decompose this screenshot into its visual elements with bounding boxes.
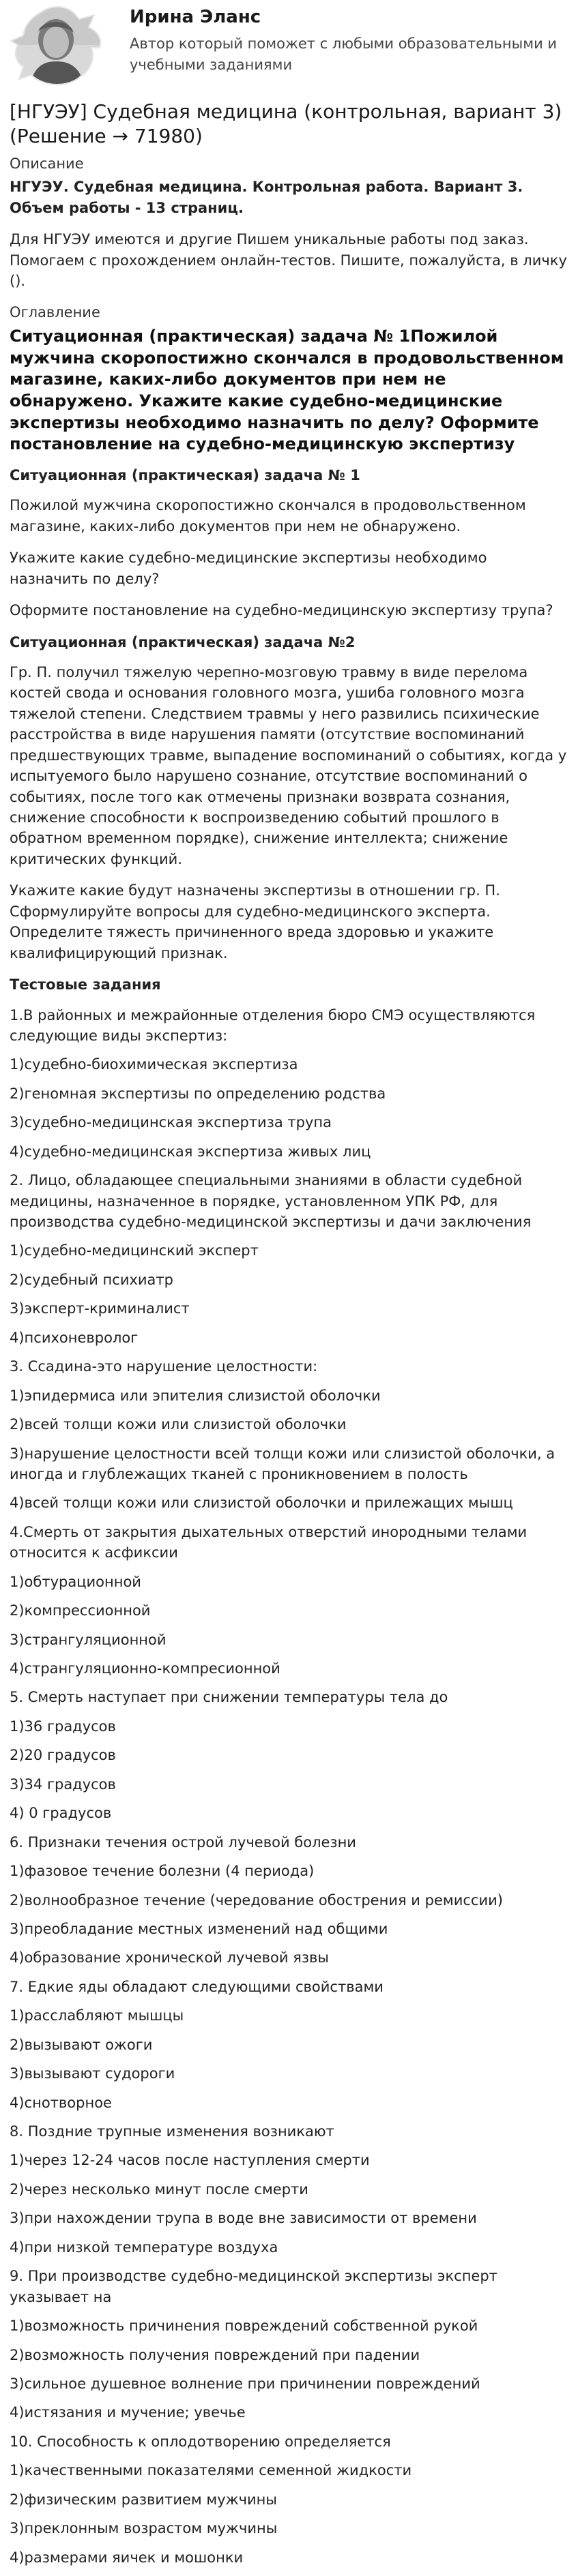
author-name[interactable]: Ирина Эланс [130,7,261,27]
test-option: 4)психоневролог [10,1329,139,1346]
test-option: 3)эксперт-криминалист [10,1300,190,1317]
test-option: 3)при нахождении трупа в воде вне зависимости от времени [10,2210,477,2227]
avatar[interactable] [10,4,105,87]
test-question: 1.В районных и межрайонные отделения бюро СМЭ осуществляются следующие виды экспертиз: [10,1006,536,1044]
description-label: Описание [10,155,84,172]
author-block [10,0,568,94]
test-option: 2)физическим развитием мужчины [10,2491,277,2508]
test-option: 1)обтурационной [10,1573,141,1590]
author-info [130,4,568,75]
test-question: 7. Едкие яды обладают следующими свойствами [10,1978,384,1995]
test-option: 2)через несколько минут после смерти [10,2181,308,2198]
page-title: [НГУЭУ] Судебная медицина (контрольная, вариант 3) (Решение → 71980) [10,100,562,148]
test-question: 10. Способность к оплодотворению определяется [10,2433,391,2450]
test-option: 4)судебно-медицинская экспертиза живых лиц [10,1143,371,1160]
toc-heading: Ситуационная (практическая) задача № 1Пожилой мужчина скоропостижно скончался в продовольственном магазине, каких-либо документов при нем не обнаружено. Укажите какие судебно-медицинские экспертизы необходимо назначить по делу? Оформите постановление на судебно-медицинскую экспертизу [10,326,564,454]
test-option: 4)всей толщи кожи или слизистой оболочки и прилежащих мышц [10,1495,513,1512]
toc-label: Оглавление [10,304,100,321]
test-question: 3. Ссадина-это нарушение целостности: [10,1358,318,1375]
test-option: 2)вызывают ожоги [10,2036,153,2053]
test-option: 2)20 градусов [10,1747,116,1764]
test-option: 3)нарушение целостности всей толщи кожи или слизистой оболочки, а иногда и глублежащих тканей с проникновением в полость [10,1445,555,1482]
test-option: 1)эпидермиса или эпителия слизистой оболочки [10,1387,381,1404]
test-question: 8. Поздние трупные изменения возникают [10,2123,334,2140]
test-option: 1)возможность причинения повреждений собственной рукой [10,2318,478,2335]
test-option: 3)преобладание местных изменений над общими [10,1920,388,1937]
test-option: 1)расслабляют мышцы [10,2007,184,2024]
description-text: Для НГУЭУ имеются и другие Пишем уникальные работы под заказ. Помогаем с прохождением онлайн-тестов. Пишите, пожалуйста, в личку (). [10,231,567,289]
author-description: Автор который поможет с любыми образовательными и учебными заданиями [130,35,558,73]
test-option: 1)судебно-медицинский эксперт [10,1242,259,1259]
test-option: 1)через 12-24 часов после наступления смерти [10,2152,370,2169]
test-option: 1)судебно-биохимическая экспертиза [10,1056,298,1073]
task1-paragraph: Оформите постановление на судебно-медицинскую экспертизу трупа? [10,602,553,619]
task1-paragraph: Пожилой мужчина скоропостижно скончался в продовольственном магазине, каких-либо документов при нем не обнаружено. [10,497,526,535]
test-option: 4)образование хронической лучевой язвы [10,1949,329,1966]
test-question: 5. Смерть наступает при снижении температуры тела до [10,1689,448,1706]
test-option: 2)компрессионной [10,1602,151,1619]
test-option: 4)снотворное [10,2094,112,2111]
test-option: 3)34 градусов [10,1776,116,1793]
test-option: 3)сильное душевное волнение при причинении повреждений [10,2375,480,2392]
task2-paragraph: Гр. П. получил тяжелую черепно-мозговую травму в виде перелома костей свода и основания головного мозга, ушиба головного мозга тяжелой степени. Следствием травмы у него развились психические расстройства в виде нарушения памяти (отсутствие воспоминаний предшествующих травме, выпадение воспоминаний о событиях, когда у испытуемого было нарушено сознание, отсутствие воспоминаний о событиях, после того как отмечены признаки возврата сознания, снижение способности к воспроизведению событий прошлого в обратном временном порядке), снижение интеллекта; снижение критических функций. [10,663,567,867]
test-option: 1)фазовое течение болезни (4 периода) [10,1863,315,1880]
test-option: 3)преклонным возрастом мужчины [10,2520,278,2537]
test-option: 3)судебно-медицинская экспертиза трупа [10,1114,332,1131]
test-option: 3)вызывают судороги [10,2065,175,2082]
task2-heading: Ситуационная (практическая) задача №2 [10,633,356,650]
test-option: 2)судебный психиатр [10,1271,173,1288]
test-option: 3)странгуляционной [10,1631,167,1648]
tests-heading: Тестовые задания [10,976,161,993]
test-question: 4.Смерть от закрытия дыхательных отверстий инородными телами относится к асфиксии [10,1523,528,1561]
tests-list [10,1005,568,2568]
task1-paragraph: Укажите какие судебно-медицинские экспертизы необходимо назначить по делу? [10,550,487,587]
test-option: 4)истязания и мучение; увечье [10,2404,246,2421]
test-option: 1)качественными показателями семенной жидкости [10,2462,412,2479]
test-option: 2)геномная экспертизы по определению родства [10,1085,386,1102]
test-option: 2)возможность получения повреждений при падении [10,2346,420,2363]
test-question: 2. Лицо, обладающее специальными знаниями в области судебной медицины, назначенное в порядке, установленном УПК РФ, для производства судебно-медицинской экспертизы и дачи заключения [10,1172,532,1230]
description-summary: НГУЭУ. Судебная медицина. Контрольная работа. Вариант 3. Объем работы - 13 страниц. [10,179,523,216]
task1-heading: Ситуационная (практическая) задача № 1 [10,466,360,483]
test-option: 2)всей толщи кожи или слизистой оболочки [10,1416,347,1433]
test-option: 1)36 градусов [10,1718,116,1735]
test-option: 4)размерами яичек и мошонки [10,2549,244,2566]
test-question: 6. Признаки течения острой лучевой болезни [10,1833,356,1851]
test-option: 4) 0 градусов [10,1805,112,1822]
test-question: 9. При производстве судебно-медицинской экспертизы эксперт указывает на [10,2268,497,2305]
test-option: 4)странгуляционно-компресионной [10,1660,280,1677]
test-option: 2)волнообразное течение (чередование обострения и ремиссии) [10,1891,503,1908]
task2-paragraph: Укажите какие будут назначены экспертизы в отношении гр. П. Сформулируйте вопросы для судебно-медицинского эксперта. Определите тяжесть причиненного вреда здоровью и укажите квалифицирующий признак. [10,882,500,961]
test-option: 4)при низкой температуре воздуха [10,2238,278,2256]
